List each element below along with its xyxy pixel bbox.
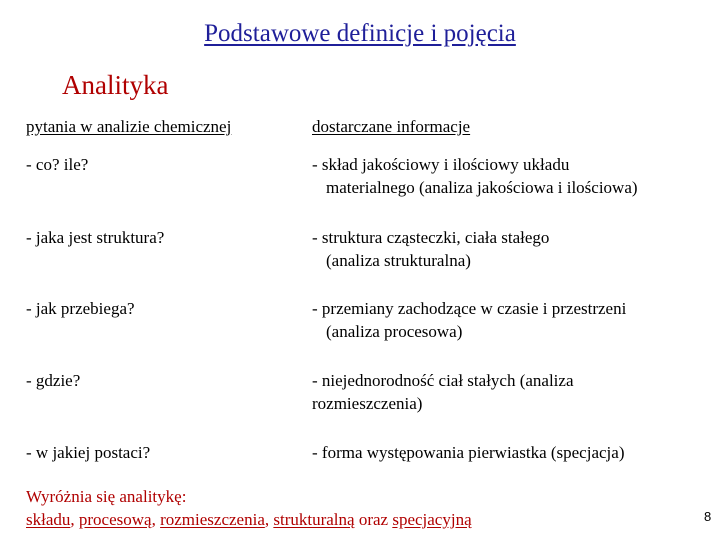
answer-line: - niejednorodność ciał stałych (analiza bbox=[312, 371, 574, 390]
question-row-1: - co? ile? bbox=[26, 155, 89, 174]
answer-line: rozmieszczenia) bbox=[312, 394, 423, 413]
analytics-type-item: specjacyjną bbox=[392, 510, 472, 529]
section-heading: Analityka bbox=[62, 70, 169, 100]
answer-row-5 bbox=[312, 441, 716, 464]
answer-line: (analiza procesowa) bbox=[326, 322, 463, 341]
analytics-type-item: składu bbox=[26, 510, 71, 529]
answer-row-2 bbox=[312, 226, 716, 272]
answer-row-4 bbox=[312, 369, 716, 415]
question-row-3: - jak przebiega? bbox=[26, 299, 135, 318]
question-row-2: - jaka jest struktura? bbox=[26, 228, 165, 247]
separator: , bbox=[70, 510, 79, 529]
answer-line: materialnego (analiza jakościowa i ilościowa) bbox=[326, 178, 638, 197]
question-row-4: - gdzie? bbox=[26, 371, 81, 390]
separator: oraz bbox=[354, 510, 393, 529]
page-number: 8 bbox=[704, 509, 712, 524]
separator: , bbox=[151, 510, 161, 529]
answer-line: - skład jakościowy i ilościowy układu bbox=[312, 155, 570, 174]
answer-row-3 bbox=[312, 297, 716, 343]
answer-line: - forma występowania pierwiastka (specjacja) bbox=[312, 443, 625, 462]
column-header-questions: pytania w analizie chemicznej bbox=[26, 117, 232, 136]
answer-row-1 bbox=[312, 153, 716, 199]
separator: , bbox=[264, 510, 274, 529]
page-title: Podstawowe definicje i pojęcia bbox=[204, 20, 516, 47]
column-header-information: dostarczane informacje bbox=[312, 117, 471, 136]
analytics-type-item: procesową bbox=[78, 510, 152, 529]
answer-line: - przemiany zachodzące w czasie i przestrzeni bbox=[312, 299, 627, 318]
answer-line: - struktura cząsteczki, ciała stałego bbox=[312, 228, 550, 247]
question-row-5: - w jakiej postaci? bbox=[26, 443, 151, 462]
analytics-types-list bbox=[26, 510, 472, 530]
analytics-type-item: rozmieszczenia bbox=[160, 510, 265, 529]
footer-heading: Wyróżnia się analitykę: bbox=[26, 487, 187, 506]
analytics-type-item: strukturalną bbox=[273, 510, 355, 529]
answer-line: (analiza strukturalna) bbox=[326, 251, 471, 270]
